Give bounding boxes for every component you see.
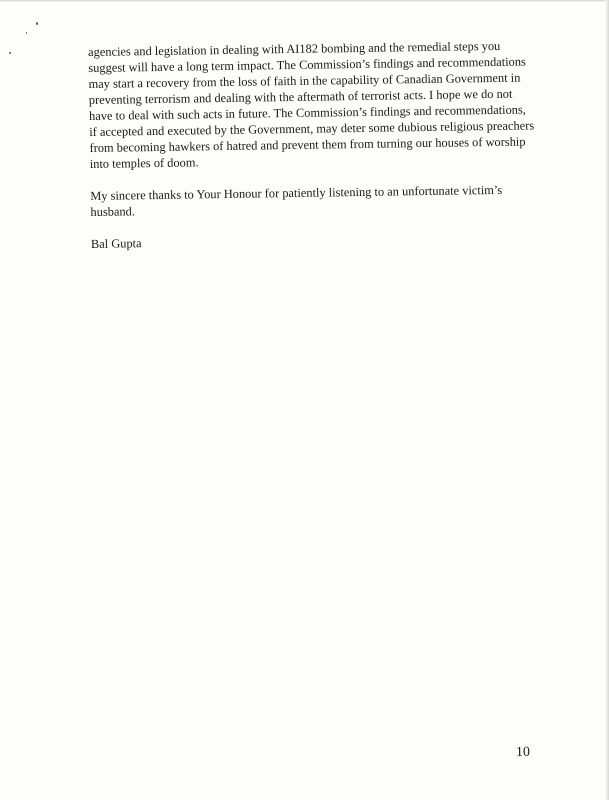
text-line: if accepted and executed by the Government, may deter some dubious religious preachers [89,118,535,140]
text-line: have to deal with such acts in future. The Commission’s findings and recommendations, [88,102,526,124]
paragraph-thanks [90,182,530,221]
page-number: 10 [515,744,531,761]
scan-speck [9,52,11,54]
scan-edge-right [605,0,609,800]
text-line: My sincere thanks to Your Honour for patiently listening to an unfortunate victim’s [90,183,503,204]
scan-speck [26,32,27,34]
text-line: into temples of doom. [89,155,199,172]
text-line: agencies and legislation in dealing with AI182 bombing and the remedial steps you [88,38,501,59]
text-line: suggest will have a long term impact. The Commission’s findings and recommendations [88,54,526,76]
text-line: from becoming hawkers of hatred and prevent them from turning our houses of worship [89,134,526,156]
text-line: preventing terrorism and dealing with the aftermath of terrorist acts. I hope we do not [88,86,513,108]
text-line: husband. [90,204,136,220]
scan-edge-top [0,0,609,2]
text-line: may start a recovery from the loss of faith in the capability of Canadian Government in [88,70,521,92]
paragraph-commission-findings [88,37,535,172]
signature-name: Bal Gupta [90,236,142,252]
scan-speck [36,22,38,25]
letter-body [88,37,535,252]
